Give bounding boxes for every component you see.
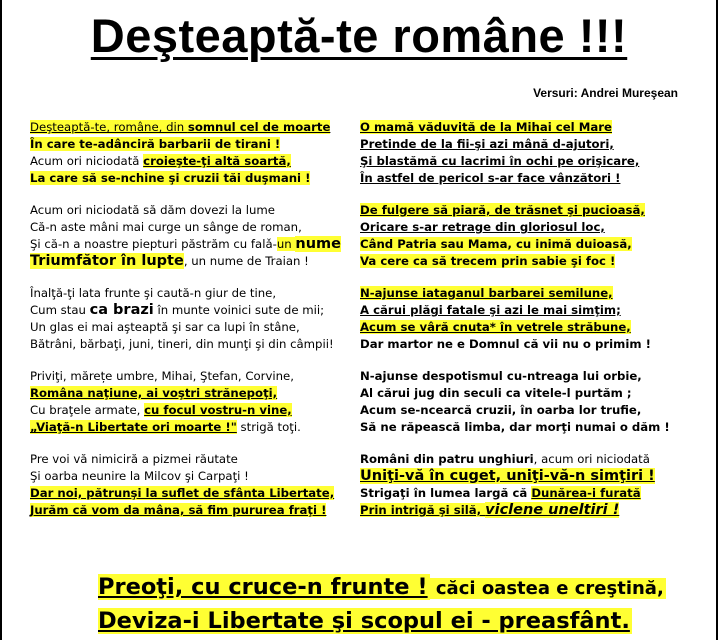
left-stanza-4 [30,368,360,436]
verse-line: N-ajunse despotismul cu-ntreaga lui orbie, [360,369,642,383]
right-stanza-3 [360,285,705,353]
verse-line: Acum ori niciodată [30,154,144,168]
verse-line: Cu braţele armate, [30,403,145,417]
right-stanza-5 [360,451,705,519]
verse-line: Preoţi, cu cruce-n frunte ! [98,574,428,600]
verse-line: O mamă văduvită de la Mihai cel Mare [360,120,612,134]
verse-line: , un nume de Traian ! [183,254,309,268]
verse-line: Strigaţi în lumea largă că [360,486,532,500]
verse-line: Oricare s-ar retrage din gloriosul loc, [360,220,605,234]
verse-line: Dar martor ne e Domnul că vii nu o primim ! [360,337,651,351]
verse-line: Şi că-n a noastre piepturi păstrăm cu falǎ- [30,237,277,251]
verse-line: Pre voi vă nimiciră a pizmei răutate [30,452,238,466]
right-stanza-2 [360,202,705,270]
verse-line: Şi oarba neunire la Milcov şi Carpaţi ! [30,469,249,483]
verse-line: Când Patria sau Mama, cu inimă duioasă, [360,237,632,251]
verse-line: Priviţi, mărețe umbre, Mihai, Ştefan, Corvine, [30,369,294,383]
verse-line: Şi blastămă cu lacrimi în ochi pe orişicare, [360,154,640,168]
left-stanza-2 [30,202,360,270]
verse-line: Înalţă-ţi lata frunte şi caută-n giur de tine, [30,286,277,300]
verse-line: Bătrâni, bărbaţi, juni, tineri, din munţi şi din câmpii! [30,337,334,351]
verse-line: Acum se vâră cnuta* în vetrele străbune, [360,320,631,334]
closing-verse [98,571,666,637]
verse-line: Al cărui jug din seculi ca vitele-l purtăm ; [360,386,632,400]
verse-line: Români din patru unghiuri [360,452,534,466]
verse-line: Deşteaptă-te, române, din [30,120,188,134]
verse-line: în munte voinici sute de mii; [153,303,325,317]
verse-line: Dunărea-i furată [531,486,641,500]
left-stanza-3 [30,285,360,353]
right-column [360,119,705,534]
verse-line: Să ne răpească limba, dar morţi numai o dăm ! [360,420,670,434]
verse-line: Dar noi, pătrunşi la suflet de sfânta Libertate, [30,486,335,500]
verse-line: Jurăm că vom da mâna, să fim pururea fraţi ! [30,503,327,517]
verse-line: „Viaţă-n Libertate ori moarte !" [30,420,237,434]
verse-line: În astfel de pericol s-ar face vânzători ! [360,171,621,185]
verse-line: Uniţi-vă în cuget, uniţi-vă-n simţiri ! [360,468,655,484]
verse-line: cu focul vostru-n vine, [144,403,292,417]
verse-line: Prin intrigă şi silă, [360,503,486,517]
verse-line: viclene uneltiri ! [485,502,620,518]
right-stanza-4 [360,368,705,436]
verse-line: Va cere ca să trecem prin sabie şi foc ! [360,254,616,268]
verse-line: A cărui plăgi fatale şi azi le mai simţim; [360,303,621,317]
verse-line: Pretinde de la fii-şi azi mână d-ajutori, [360,137,614,151]
verse-line: La care să se-nchine şi cruzii tăi duşmani ! [30,171,311,185]
verse-line: , acum ori niciodată [533,452,650,466]
left-stanza-5 [30,451,360,519]
left-stanza-1 [30,119,360,187]
verse-line: ca brazi [89,302,154,318]
verse-line: Acum se-ncearcă cruzii, în oarba lor trufie, [360,403,642,417]
verse-line: croieşte-ţi altă soartă, [143,154,291,168]
verse-line: Cum stau [30,303,90,317]
verse-line: În care te-adânciră barbarii de tirani ! [30,137,281,151]
verse-line: N-ajunse iataganul barbarei semilune, [360,286,613,300]
verse-line: un [276,237,296,251]
verse-line: nume [295,236,341,252]
page-title: Deşteaptă-te române !!! [90,9,628,62]
right-stanza-1 [360,119,705,187]
verse-line: Triumfător în lupte [30,253,184,269]
verse-line: Româna naţiune, ai voştri strănepoţi, [30,386,278,400]
verse-line: Deviza-i Libertate şi scopul ei - preasfânt. [98,608,630,634]
verse-line: strigă toţi. [236,420,301,434]
author-byline: Versuri: Andrei Mureşean [533,86,678,100]
verse-line: Un glas ei mai aşteaptă şi sar ca lupi în stâne, [30,320,300,334]
verse-line: Acum ori niciodată să dăm dovezi la lume [30,203,275,217]
verse-line: somnul cel de moarte [187,120,331,134]
verse-line: Că-n aste mâni mai curge un sânge de roman, [30,220,302,234]
left-column [30,119,360,534]
verse-line: căci oastea e creştină, [429,578,664,599]
verse-line: De fulgere să piară, de trăsnet şi pucioasă, [360,203,645,217]
